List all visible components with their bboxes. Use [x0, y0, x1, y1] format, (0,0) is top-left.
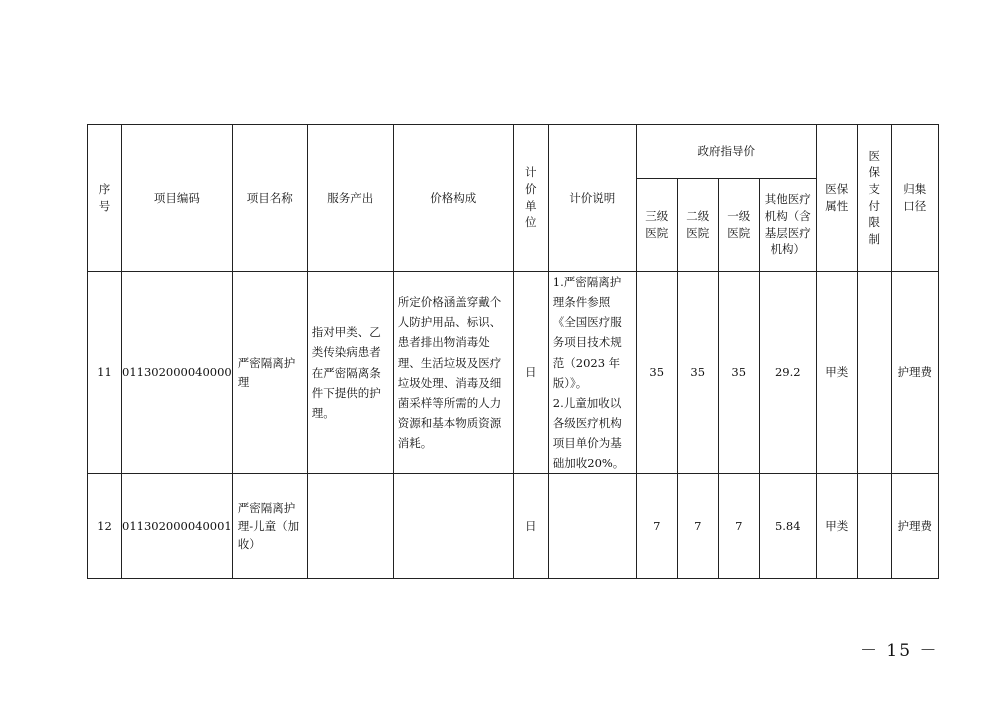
row-seq: 11 [88, 272, 122, 474]
row-other: 29.2 [759, 272, 816, 474]
header-code: 项目编码 [122, 125, 233, 272]
row-pay-limit [857, 474, 891, 579]
header-gov-price: 政府指导价 [636, 125, 816, 179]
row-tier2: 7 [677, 474, 718, 579]
header-tier2: 二级医院 [677, 179, 718, 272]
row-output: 指对甲类、乙类传染病患者在严密隔离条件下提供的护理。 [307, 272, 393, 474]
row-insurance: 甲类 [816, 474, 857, 579]
row-code: 011302000040000 [122, 272, 233, 474]
row-category: 护理费 [891, 272, 938, 474]
row-pay-limit [857, 272, 891, 474]
row-tier3: 7 [636, 474, 677, 579]
header-category: 归集口径 [891, 125, 938, 272]
row-unit: 日 [513, 474, 548, 579]
row-price-composition [393, 474, 513, 579]
table-row [88, 272, 939, 474]
table-row [88, 474, 939, 579]
header-pricing-note: 计价说明 [548, 125, 636, 272]
row-tier1: 7 [718, 474, 759, 579]
row-tier3: 35 [636, 272, 677, 474]
row-code: 011302000040001 [122, 474, 233, 579]
header-unit: 计价单位 [513, 125, 548, 272]
row-output [307, 474, 393, 579]
header-row-1 [88, 125, 939, 179]
header-pay-limit: 医保支付限制 [857, 125, 891, 272]
header-output: 服务产出 [307, 125, 393, 272]
row-seq: 12 [88, 474, 122, 579]
header-tier3: 三级医院 [636, 179, 677, 272]
row-unit: 日 [513, 272, 548, 474]
header-name: 项目名称 [232, 125, 307, 272]
row-pricing-note [548, 272, 636, 474]
row-pricing-note [548, 474, 636, 579]
row-insurance: 甲类 [816, 272, 857, 474]
page-number: － 15 － [860, 641, 939, 661]
row-price-composition: 所定价格涵盖穿戴个人防护用品、标识、患者排出物消毒处理、生活垃圾及医疗垃圾处理、消毒及细菌采样等所需的人力资源和基本物质资源消耗。 [393, 272, 513, 474]
header-tier1: 一级医院 [718, 179, 759, 272]
header-price-composition: 价格构成 [393, 125, 513, 272]
header-insurance: 医保属性 [816, 125, 857, 272]
row-tier2: 35 [677, 272, 718, 474]
pricing-note-1: 1.严密隔离护理条件参照《全国医疗服务项目技术规范（2023 年版）》。 [552, 275, 622, 390]
row-tier1: 35 [718, 272, 759, 474]
header-seq: 序号 [88, 125, 122, 272]
pricing-note-2: 2.儿童加收以各级医疗机构项目单价为基础加收20%。 [552, 395, 625, 471]
row-name: 严密隔离护理-儿童（加收） [232, 474, 307, 579]
pricing-table [87, 124, 939, 579]
row-name: 严密隔离护理 [232, 272, 307, 474]
row-other: 5.84 [759, 474, 816, 579]
header-other: 其他医疗机构（含基层医疗机构） [759, 179, 816, 272]
row-category: 护理费 [891, 474, 938, 579]
